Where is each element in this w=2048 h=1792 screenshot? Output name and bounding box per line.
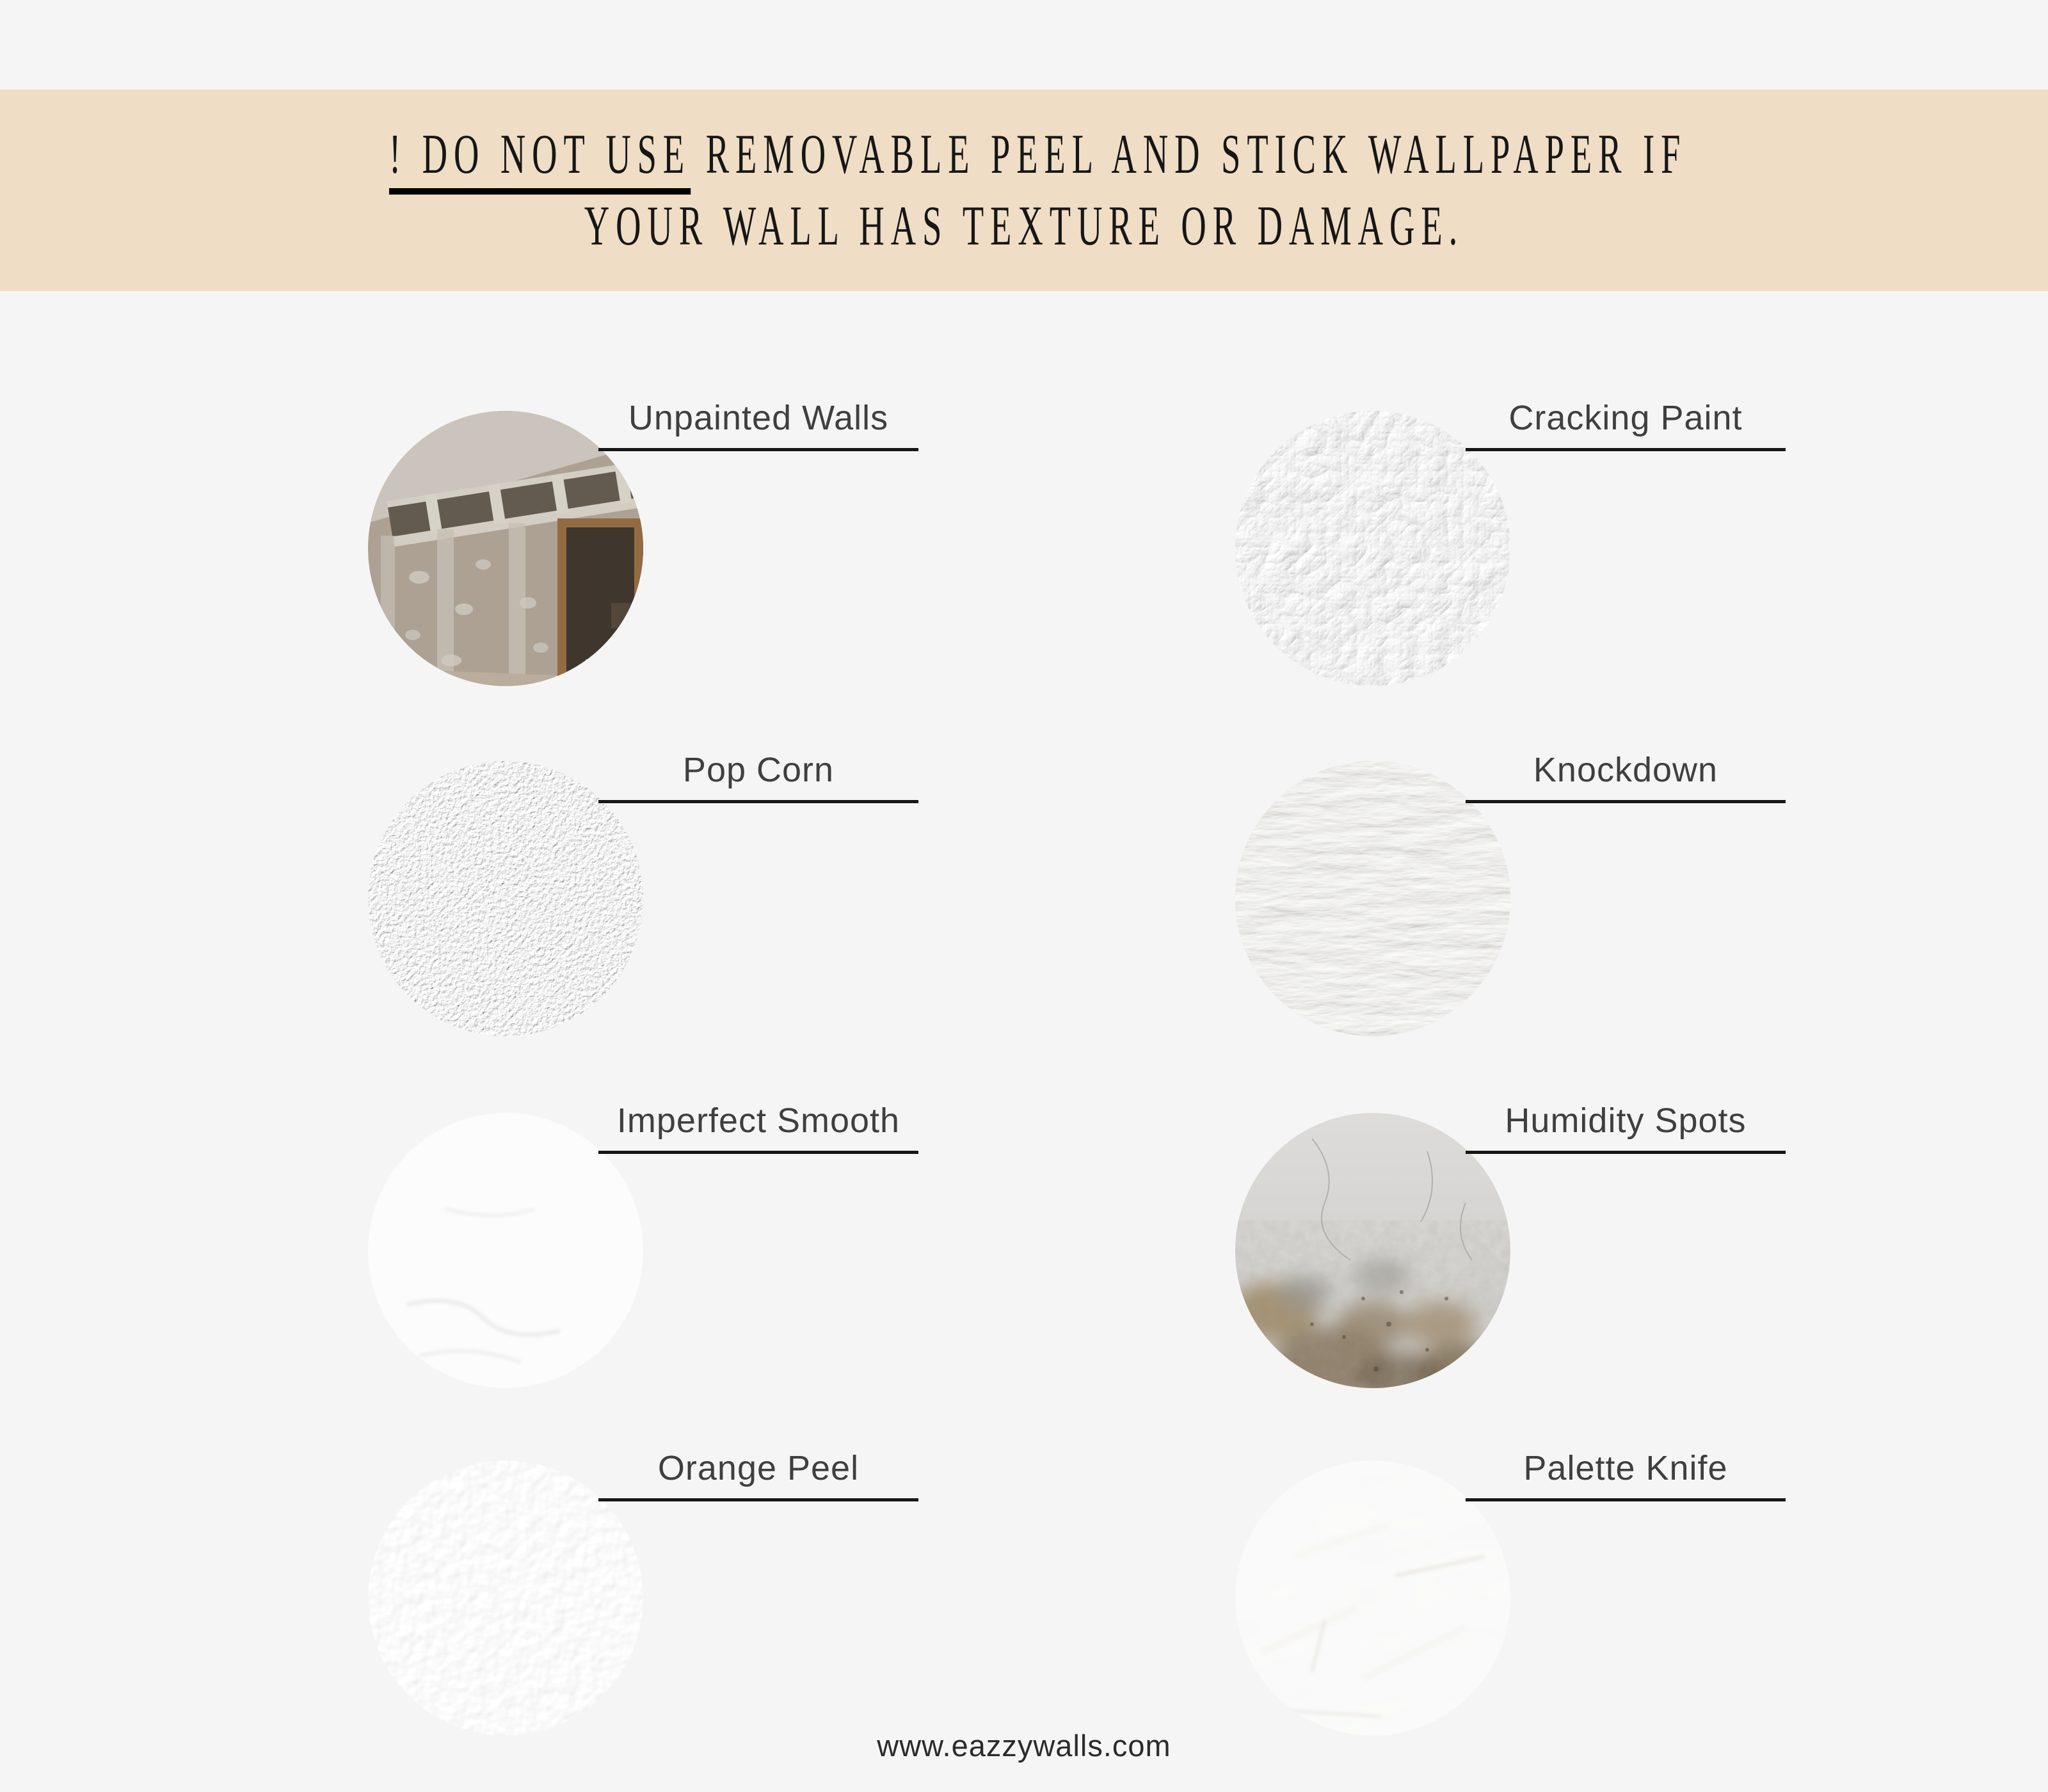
- imperfect-smooth-image: [368, 1113, 643, 1388]
- website-url: www.eazzywalls.com: [877, 1729, 1171, 1763]
- humidity-spots-image: [1235, 1113, 1510, 1388]
- label-unpainted-walls: Unpainted Walls: [598, 387, 918, 451]
- palette-knife-image: [1235, 1460, 1510, 1736]
- cracking-paint-image: [1235, 411, 1510, 686]
- label-knockdown: Knockdown: [1466, 739, 1786, 803]
- warning-line1-rest: REMOVABLE PEEL AND STICK WALLPAPER IF: [691, 123, 1687, 186]
- warning-banner: [0, 90, 2048, 291]
- label-pop-corn: Pop Corn: [598, 739, 918, 803]
- warning-text: [389, 119, 1687, 262]
- label-orange-peel: Orange Peel: [598, 1437, 918, 1501]
- unpainted-walls-image: [368, 411, 643, 686]
- label-imperfect-smooth: Imperfect Smooth: [598, 1090, 918, 1154]
- label-palette-knife: Palette Knife: [1466, 1437, 1786, 1501]
- warning-line-2: YOUR WALL HAS TEXTURE OR DAMAGE.: [584, 195, 1464, 257]
- label-cracking-paint: Cracking Paint: [1466, 387, 1786, 451]
- warning-highlight: ! DO NOT USE: [389, 124, 691, 195]
- label-humidity-spots: Humidity Spots: [1466, 1090, 1786, 1154]
- orange-peel-image: [368, 1460, 643, 1736]
- warning-line-1: [389, 119, 1687, 191]
